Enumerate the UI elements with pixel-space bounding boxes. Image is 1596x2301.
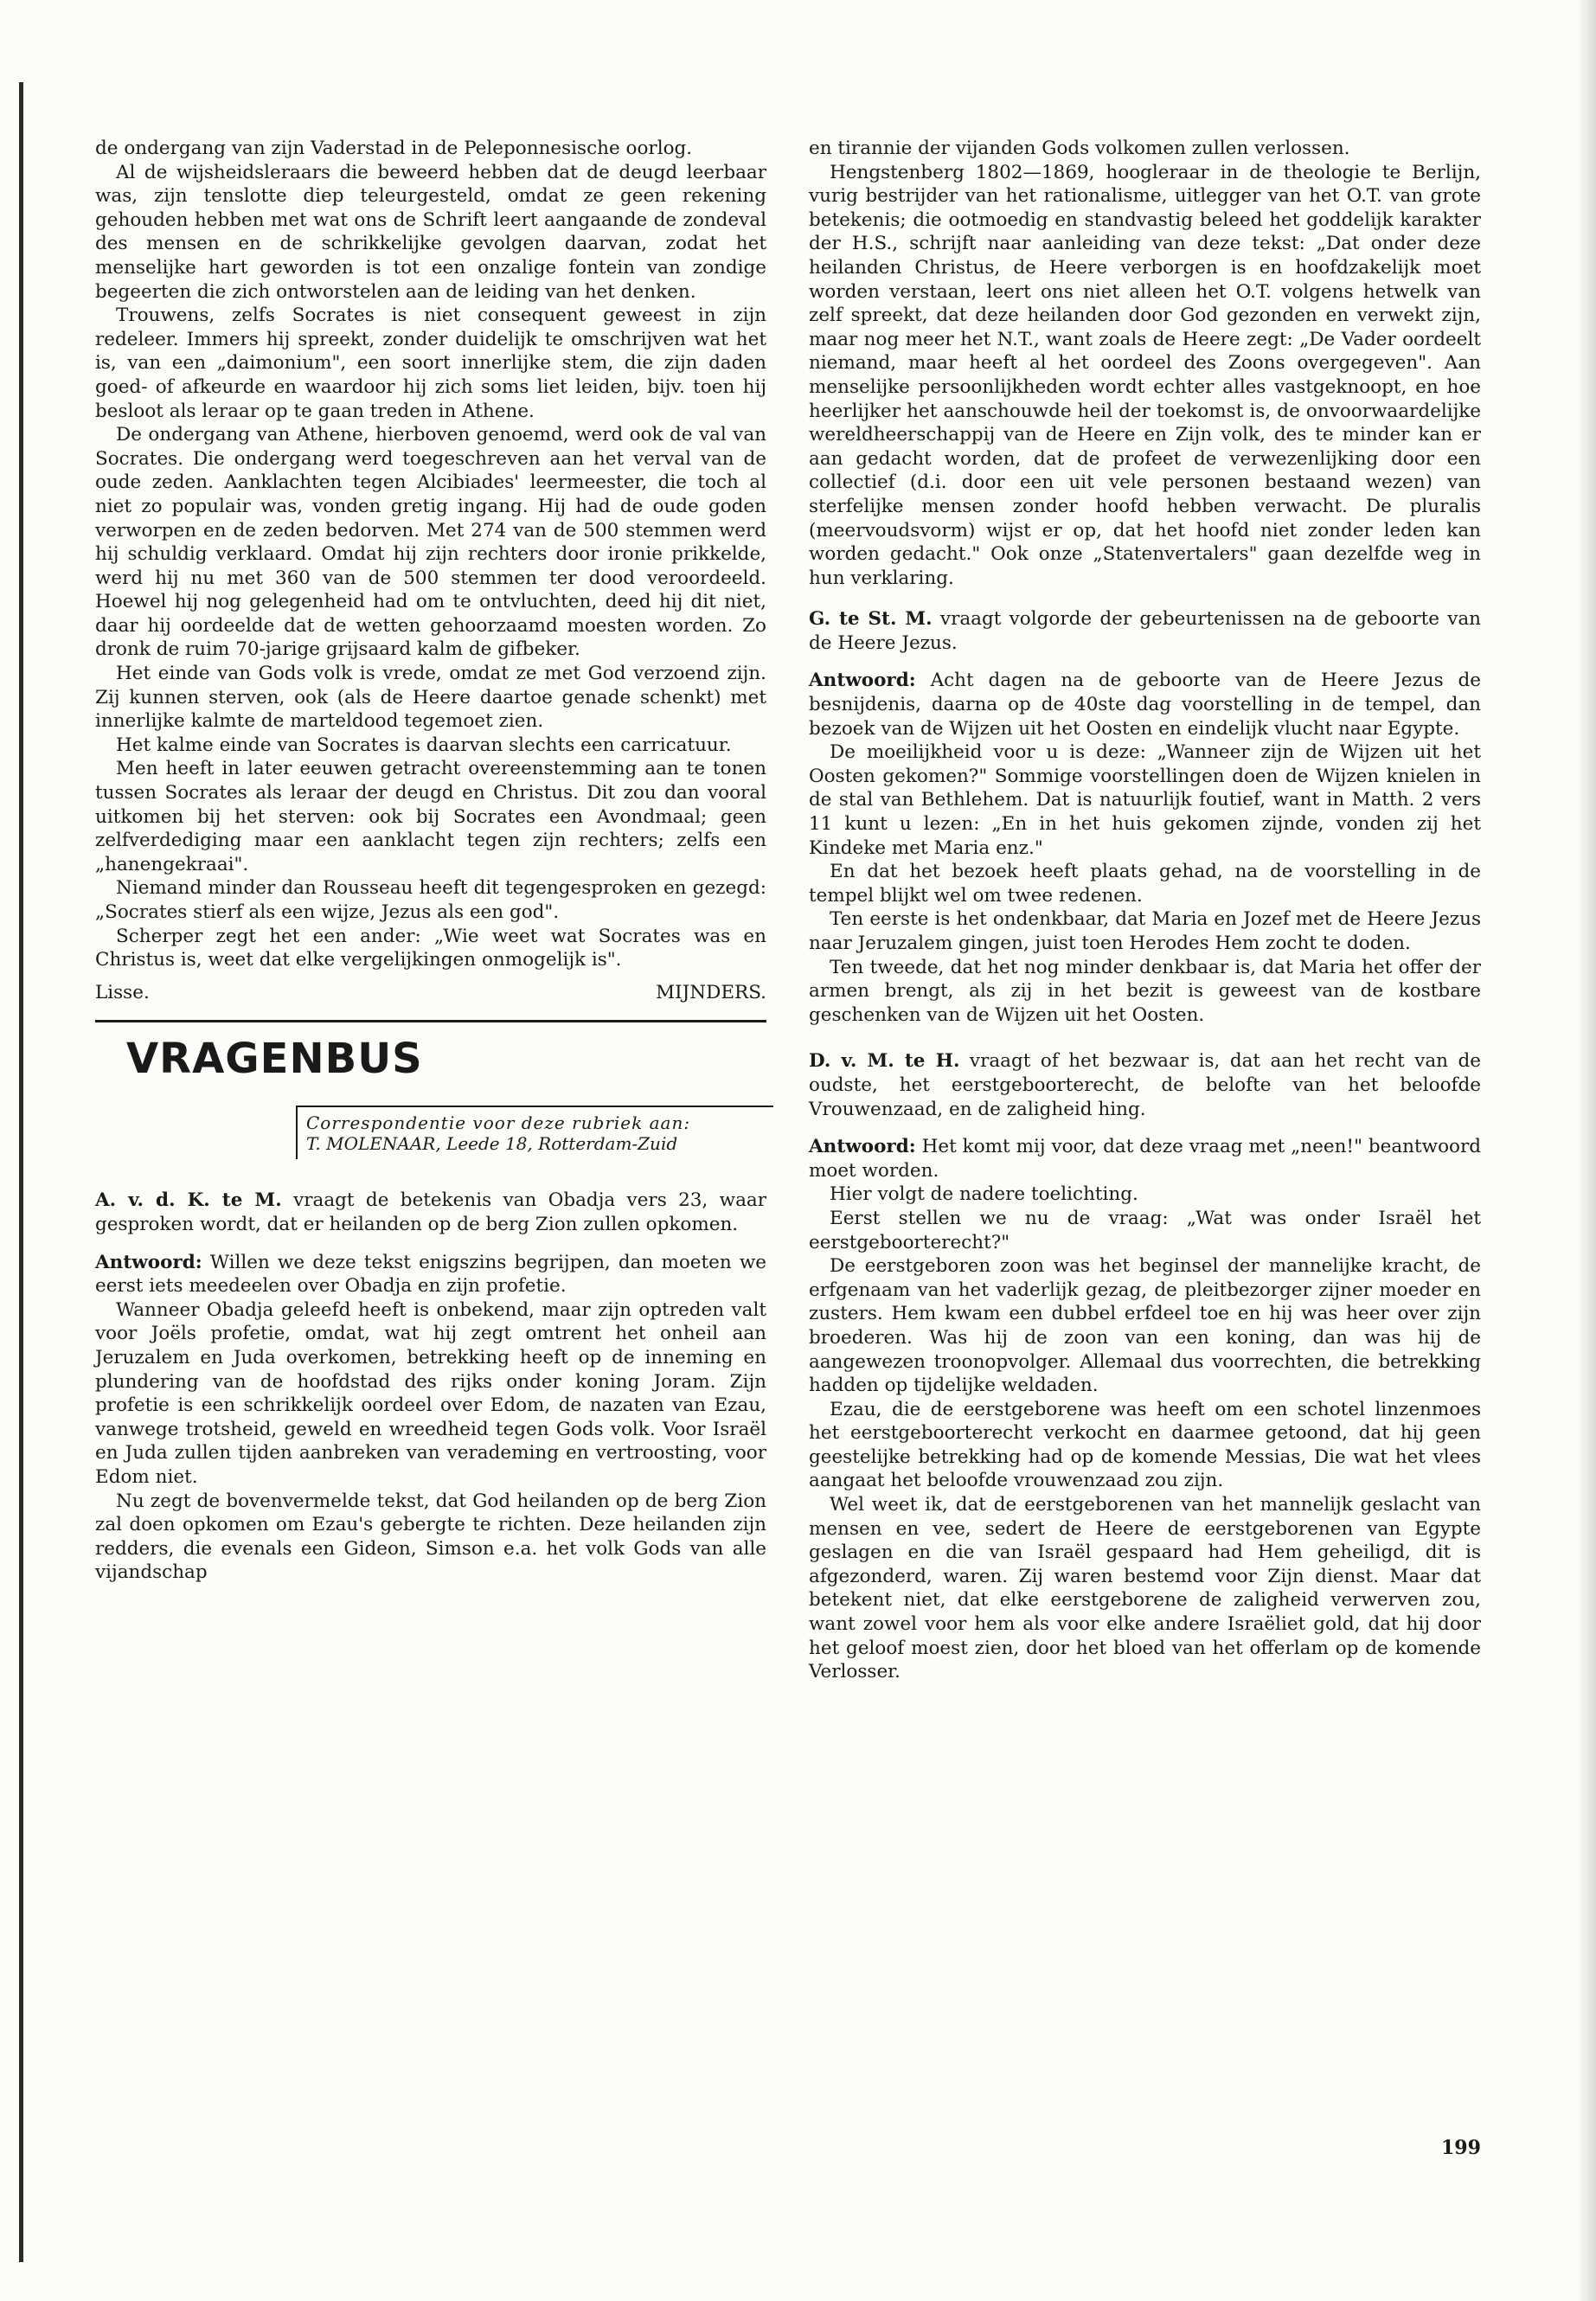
correspondence-address: T. MOLENAAR, Leede 18, Rotterdam-Zuid [306, 1133, 678, 1155]
paragraph: Eerst stellen we nu de vraag: „Wat was onder Israël het eerstgeboorterecht?" [809, 1207, 1481, 1253]
paragraph: de ondergang van zijn Vaderstad in de Peleponnesische oorlog. [95, 138, 693, 159]
paragraph: De moeilijkheid voor u is deze: „Wanneer zijn de Wijzen uit het Oosten gekomen?" Sommige voorstellingen doen de Wijzen knielen in de stal van Bethlehem. Dat is natuurlijk foutief, want in Matth. 2 vers 11 kunt u lezen: „En in het huis gekomen zijnde, vonden zij het Kindeke met Maria enz." [809, 741, 1481, 859]
paragraph: Hengstenberg 1802—1869, hoogleraar in de theologie te Berlijn, vurig bestrijder van het rationalisme, uitlegger van het O.T. van grote betekenis; die ootmoedig en standvastig beleed het goddelijk karakter der H.S., schrijft naar aanleiding van deze tekst: „Dat onder deze heilanden Christus, de Heere verborgen is en hoofdzakelijk moet worden verstaan, leert ons niet alleen het O.T. volgens hetwelk van zelf spreekt, dat deze heilanden door God gezonden en verwekt zijn, maar nog meer het N.T., want zoals de Heere zegt: „De Vader oordeelt niemand, maar heeft al het oordeel des Zoons overgegeven". Aan menselijke persoonlijkheden wordt echter alles vastgeknoopt, en hoe heerlijker het aanschouwde heil der toekomst is, de onvoorwaardelijke wereldheerschappij van de Heere en Zijn volk, des te minder kan er aan gedacht worden, dat de profeet de verwezenlijking door een collectief (d.i. door een uit vele personen bestaand wezen) van sterfelijke mensen zonder hoofd hebben verwacht. De pluralis (meervoudsvorm) wijst er op, dat het hoofd niet zonder leden kan worden gedacht." Ook onze „Statenvertalers" gaan dezelfde weg in hun verklaring. [809, 161, 1481, 589]
paragraph: Men heeft in later eeuwen getracht overeenstemming aan te tonen tussen Socrates als leraar der deugd en Christus. Dit zou dan vooral uitkomen bij het sterven: ook bij Socrates een Avondmaal; geen zelfverdediging maar een aanklacht tegen zijn rechters; zelfs een „hanengekraai". [95, 758, 766, 875]
answer: Antwoord: Willen we deze tekst enigszins begrijpen, dan moeten we eerst iets meedeelen over Obadja en zijn profetie. [95, 1251, 766, 1298]
question-sender: D. v. M. te H. [809, 1050, 960, 1073]
paragraph: Ten tweede, dat het nog minder denkbaar is, dat Maria het offer der armen brengt, als zij in het bezit is geweest van de kostbare geschenken van de Wijzen uit het Oosten. [809, 956, 1481, 1026]
paragraph: De ondergang van Athene, hierboven genoemd, werd ook de val van Socrates. Die ondergang werd toegeschreven aan het verval van de oude zeden. Aanklachten tegen Alcibiades' leermeester, die toch al niet zo populair was, vonden gretig ingang. Hij had de oude goden verworpen en de zeden bedorven. Met 274 van de 500 stemmen werd hij schuldig verklaard. Omdat hij zijn rechters door ironie prikkelde, werd hij nu met 360 van de 500 stemmen ter dood veroordeeld. Hoewel hij nog gelegenheid had om te ontvluchten, deed hij dit niet, daar hij oordeelde dat de wetten gehoorzaamd moesten worden. Zo dronk de ruim 70-jarige grijsaard kalm de gifbeker. [95, 424, 766, 661]
signature-place: Lisse. [95, 981, 150, 1003]
page-edge-shadow [1577, 0, 1596, 2301]
binding-edge [19, 82, 23, 2262]
answer-label: Antwoord: [95, 1251, 202, 1273]
paragraph: Wel weet ik, dat de eerstgeborenen van het mannelijk geslacht van mensen en vee, sedert de Heere de eerstgeborenen van Egypte geslagen en die van Israël gespaard had Hem geheiligd, dit is afgezonderd, waren. Zij waren bestemd voor Zijn dienst. Maar dat betekent niet, dat elke eerstgeborene de zaligheid verwerven zou, want zowel voor hem als voor elke andere Israëliet gold, dat hij door het geloof moest zien, door het bloed van het offerlam op de komende Verlosser. [809, 1494, 1481, 1683]
question-sender: A. v. d. K. te M. [95, 1189, 282, 1212]
question: A. v. d. K. te M. vraagt de betekenis van Obadja vers 23, waar gesproken wordt, dat er heilanden op de berg Zion zullen opkomen. [95, 1189, 767, 1235]
answer: Antwoord: Het komt mij voor, dat deze vraag met „neen!" beantwoord moet worden. [809, 1136, 1481, 1182]
signature-author: MIJNDERS. [656, 981, 766, 1003]
correspondence-box [296, 1106, 773, 1159]
answer-label: Antwoord: [809, 670, 916, 692]
correspondence-label: Correspondentie voor deze rubriek aan: [306, 1112, 691, 1134]
question: G. te St. M. vraagt volgorde der gebeurtenissen na de geboorte van de Heere Jezus. [809, 608, 1482, 654]
paragraph: Scherper zegt het een ander: „Wie weet wat Socrates was en Christus is, weet dat elke vergelijkingen onmogelijk is". [95, 925, 766, 971]
paragraph: Ezau, die de eerstgeborene was heeft om een schotel linzenmoes het eerstgeboorterecht verkocht en daarmee getoond, dat hij geen geestelijke betrekking had op de komende Messias, Die wat het vlees aangaat het beloofde vrouwenzaad zou zijn. [809, 1398, 1481, 1492]
paragraph: Het einde van Gods volk is vrede, omdat ze met God verzoend zijn. Zij kunnen sterven, ook (als de Heere daartoe genade schenkt) met innerlijke kalmte de marteldood tegemoet zien. [95, 663, 766, 733]
question: D. v. M. te H. vraagt of het bezwaar is, dat aan het recht van de oudste, het eerstgeboorterecht, de belofte van het beloofde Vrouwenzaad, en de zaligheid hing. [809, 1050, 1482, 1120]
paragraph: En dat het bezoek heeft plaats gehad, na de voorstelling in de tempel blijkt wel om twee redenen. [809, 861, 1481, 907]
paragraph: en tirannie der vijanden Gods volkomen zullen verlossen. [809, 138, 1350, 159]
right-column [809, 137, 1481, 1684]
paragraph: Hier volgt de nadere toelichting. [830, 1183, 1138, 1206]
paragraph: Het kalme einde van Socrates is daarvan slechts een carricatuur. [116, 734, 732, 756]
paragraph: Wanneer Obadja geleefd heeft is onbekend, maar zijn optreden valt voor Joëls profetie, omdat, wat hij zegt omtrent het onheil aan Jeruzalem en Juda overkomen, betrekking heeft op de inneming en plundering van de hoofdstad des rijks onder koning Joram. Zijn profetie is een schrikkelijk oordeel over Edom, de nazaten van Ezau, vanwege trotsheid, geweld en wreedheid tegen Gods volk. Voor Israël en Juda zullen tijden aanbreken van verademing en vertroosting, voor Edom niet. [95, 1298, 766, 1488]
section-divider [95, 1020, 766, 1022]
paragraph: Al de wijsheidsleraars die beweerd hebben dat de deugd leerbaar was, zijn tenslotte diep teleurgesteld, omdat ze geen rekening gehouden hebben met wat ons de Schrift leert aangaande de zondeval des mensen en de schrikkelijke gevolgen daarvan, zodat het menselijke hart geworden is tot een onzalige fontein van zondige begeerten die zich ontworstelen aan de leiding van het denken. [95, 161, 766, 303]
left-column [95, 137, 766, 1585]
page-number: 199 [1441, 2137, 1481, 2159]
article-signature [95, 981, 766, 1005]
answer: Antwoord: Acht dagen na de geboorte van de Heere Jezus de besnijdenis, daarna op de 40ste dag voorstelling in de tempel, dan bezoek van de Wijzen uit het Oosten en eindelijk vlucht naar Egypte. [809, 670, 1481, 740]
paragraph: Niemand minder dan Rousseau heeft dit tegengesproken en gezegd: „Socrates stierf als een wijze, Jezus als een god". [95, 877, 766, 923]
question-sender: G. te St. M. [809, 608, 933, 631]
answer-label: Antwoord: [809, 1136, 916, 1158]
paragraph: Trouwens, zelfs Socrates is niet consequent geweest in zijn redeleer. Immers hij spreekt, zonder duidelijk te omschrijven wat het is, van een „daimonium", een soort innerlijke stem, die zijn daden goed- of afkeurde en waardoor hij zich soms liet leiden, bijv. toen hij besloot als leraar op te gaan treden in Athene. [95, 304, 766, 422]
section-title: VRAGENBUS [126, 1035, 423, 1084]
paragraph: De eerstgeboren zoon was het beginsel der mannelijke kracht, de erfgenaam van het vaderlijk gezag, de pleitbezorger zijner moeder en zusters. Hem kwam een dubbel erfdeel toe en hij was heer over zijn broederen. Was hij de zoon van een koning, dan was hij de aangewezen troonopvolger. Allemaal dus voorrechten, die betrekking hadden op tijdelijke weldaden. [809, 1255, 1481, 1397]
paragraph: Nu zegt de bovenvermelde tekst, dat God heilanden op de berg Zion zal doen opkomen om Ezau's gebergte te richten. Deze heilanden zijn redders, die evenals een Gideon, Simson e.a. het volk Gods van alle vijandschap [95, 1490, 766, 1584]
paragraph: Ten eerste is het ondenkbaar, dat Maria en Jozef met de Heere Jezus naar Jeruzalem gingen, juist toen Herodes Hem zocht te doden. [809, 908, 1481, 954]
